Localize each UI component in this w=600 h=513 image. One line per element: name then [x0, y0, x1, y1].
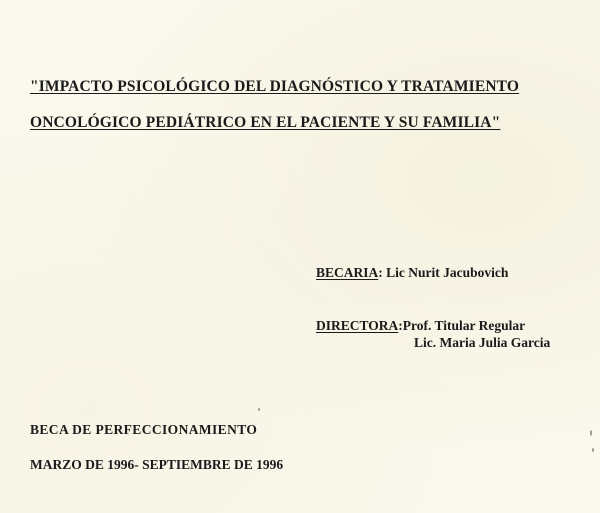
becaria-separator: :: [378, 265, 383, 280]
scan-speck: [590, 430, 592, 436]
directora-separator: :: [398, 318, 403, 333]
becaria-label: BECARIA: [316, 265, 379, 280]
becaria-name: Lic Nurit Jacubovich: [382, 265, 509, 280]
title-line-2: ONCOLÓGICO PEDIÁTRICO EN EL PACIENTE Y SU FAMILIA": [30, 114, 501, 131]
directora-label: DIRECTORA: [316, 318, 399, 333]
beca-dates: MARZO DE 1996- SEPTIEMBRE DE 1996: [30, 457, 284, 472]
becaria-row: [316, 265, 508, 281]
directora-name: Lic. Maria Julia Garcia: [414, 335, 551, 350]
scan-speck: [592, 448, 594, 452]
title-line-1: "IMPACTO PSICOLÓGICO DEL DIAGNÓSTICO Y TRATAMIENTO: [30, 78, 520, 95]
scan-speck: [258, 408, 260, 411]
beca-type: BECA DE PERFECCIONAMIENTO: [30, 422, 258, 437]
directora-row: [316, 318, 525, 334]
directora-role: Prof. Titular Regular: [402, 318, 526, 333]
